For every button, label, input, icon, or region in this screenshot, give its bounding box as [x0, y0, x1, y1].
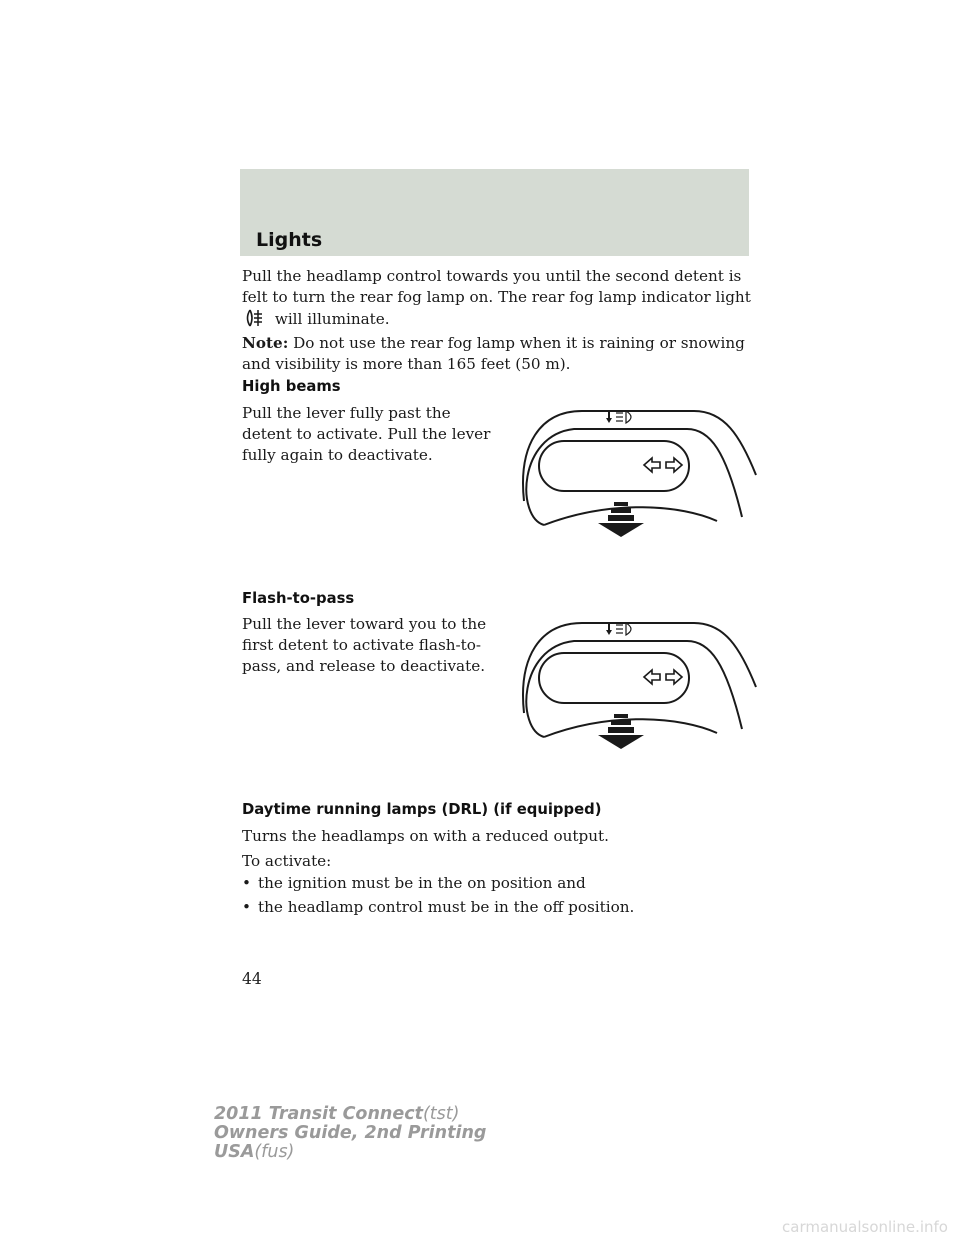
bullet-icon: • [242, 898, 251, 916]
fog-lamp-text: Pull the headlamp control towards you until the second detent is felt to turn the rear fog lamp on. The rear fog lamp indicator light [242, 267, 751, 306]
drl-activate-label: To activate: [242, 852, 332, 870]
high-beams-heading: High beams [242, 378, 341, 395]
watermark: carmanualsonline.info [782, 1218, 948, 1236]
bullet-icon: • [242, 874, 251, 892]
fog-lamp-text-end: will illuminate. [274, 310, 390, 328]
turn-signal-arrows-icon [644, 670, 682, 684]
flash-to-pass-heading: Flash-to-pass [242, 590, 355, 607]
footer-model: 2011 Transit Connect [214, 1104, 423, 1124]
footer-region-code: (fus) [254, 1142, 295, 1162]
note-label: Note: [242, 334, 289, 352]
high-beams-text: Pull the lever fully past the detent to activate. Pull the lever fully again to deactivate. [242, 404, 491, 464]
flash-to-pass-text: Pull the lever toward you to the first detent to activate flash-to-pass, and release to deactivate. [242, 615, 487, 675]
list-item: • the ignition must be in the on position and [242, 874, 586, 892]
list-item: • the headlamp control must be in the off position. [242, 898, 635, 916]
note-text: Do not use the rear fog lamp when it is raining or snowing and visibility is more than 165 feet (50 m). [242, 334, 745, 373]
document-footer [214, 1105, 486, 1162]
footer-model-code: (tst) [422, 1104, 460, 1124]
high-beam-lever-illustration [512, 405, 757, 545]
section-title: Lights [256, 229, 323, 251]
rear-fog-lamp-icon [244, 308, 264, 334]
drl-heading: Daytime running lamps (DRL) (if equipped) [242, 801, 602, 818]
turn-signal-arrows-icon [644, 458, 682, 472]
flash-to-pass-lever-illustration [512, 617, 757, 757]
note-paragraph [242, 333, 754, 375]
footer-region: USA [214, 1142, 255, 1162]
footer-edition: Owners Guide, 2nd Printing [214, 1123, 487, 1143]
page-number: 44 [242, 970, 262, 988]
fog-lamp-paragraph [242, 266, 754, 334]
drl-text: Turns the headlamps on with a reduced output. [242, 827, 609, 845]
